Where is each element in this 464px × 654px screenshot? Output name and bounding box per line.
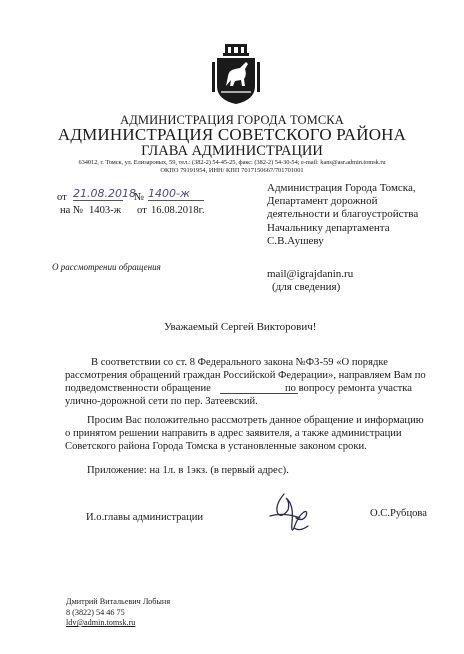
executor-phone: 8 (3822) 54 46 75 xyxy=(66,607,125,617)
para2-line1: Просим Вас положительно рассмотреть данное обращение и информацию xyxy=(87,415,424,426)
handwritten-signature xyxy=(264,488,314,538)
para1-line2: рассмотрения обращений граждан Российской Федерации», направляем Вам по xyxy=(65,370,426,381)
executor-name: Дмитрий Витальевич Лобыня xyxy=(66,597,171,606)
para1-line3a: подведомственности обращение xyxy=(65,383,211,394)
ref-number-label: № xyxy=(134,192,145,203)
ref-outgoing-date: 21.08.2018 xyxy=(73,187,136,200)
para2-line2: о принятом решении направить в адрес заявителя, а также администрации xyxy=(65,428,402,439)
para2-line3: Советского района Города Томска в установленные законом сроки. xyxy=(65,441,367,452)
para1-line4: улично-дорожной сети по пер. Затеевский. xyxy=(65,396,258,407)
header-city-admin: АДМИНИСТРАЦИЯ ГОРОДА ТОМСКА xyxy=(120,113,344,127)
addressee-block xyxy=(267,182,418,248)
header-okpo-line: ОКПО 79191954, ИНН/ КПП 7017150667/701701001 xyxy=(160,167,304,174)
addressee-line: Департамент дорожной xyxy=(267,195,378,208)
addressee-line: Администрация Города Томска, xyxy=(267,182,416,194)
addressee-line: деятельности и благоустройства xyxy=(267,208,419,221)
salutation: Уважаемый Сергей Викторович! xyxy=(164,321,317,333)
signatory-position: И.о.главы администрации xyxy=(86,512,204,523)
cc-email-note: (для сведения) xyxy=(272,281,341,293)
subject-line: О рассмотрении обращения xyxy=(52,262,161,272)
executor-email: ldv@admin.tomsk.ru xyxy=(66,618,136,627)
header-address-line: 634012, г. Томск, ул. Елизаровых, 59, тел.: (382-2) 54-45-25, факс: (382-2) 54-30-54; e-mail: kans@asr.admin.tomsk.ru xyxy=(78,159,386,166)
addressee-line: Начальнику департамента xyxy=(267,221,390,234)
attachment-line: Приложение: на 1л. в 1экз. (в первый адрес). xyxy=(87,465,289,476)
ref-incoming-date: 16.08.2018г. xyxy=(151,205,205,216)
header-head-title: ГЛАВА АДМИНИСТРАЦИИ xyxy=(141,143,323,159)
coat-of-arms-emblem xyxy=(211,42,261,106)
header-district-admin: АДМИНИСТРАЦИЯ СОВЕТСКОГО РАЙОНА xyxy=(57,125,407,144)
para1-line3b: по вопросу ремонта участка xyxy=(285,383,413,394)
ref-from-label: от xyxy=(57,192,67,203)
para1-line1: В соответствии со ст. 8 Федерального закона №ФЗ-59 «О порядке xyxy=(91,357,388,368)
signatory-name: О.С.Рубцова xyxy=(370,508,427,519)
ref-in-from-label: от xyxy=(137,205,147,216)
ref-outgoing-number: 1400-ж xyxy=(148,187,204,201)
addressee-line: С.В.Аушеву xyxy=(267,234,324,247)
ref-on-label: на № xyxy=(60,205,84,216)
cc-email: mail@igrajdanin.ru xyxy=(267,268,354,280)
executor-block xyxy=(66,597,170,629)
ref-incoming-number: 1403-ж xyxy=(89,205,122,216)
